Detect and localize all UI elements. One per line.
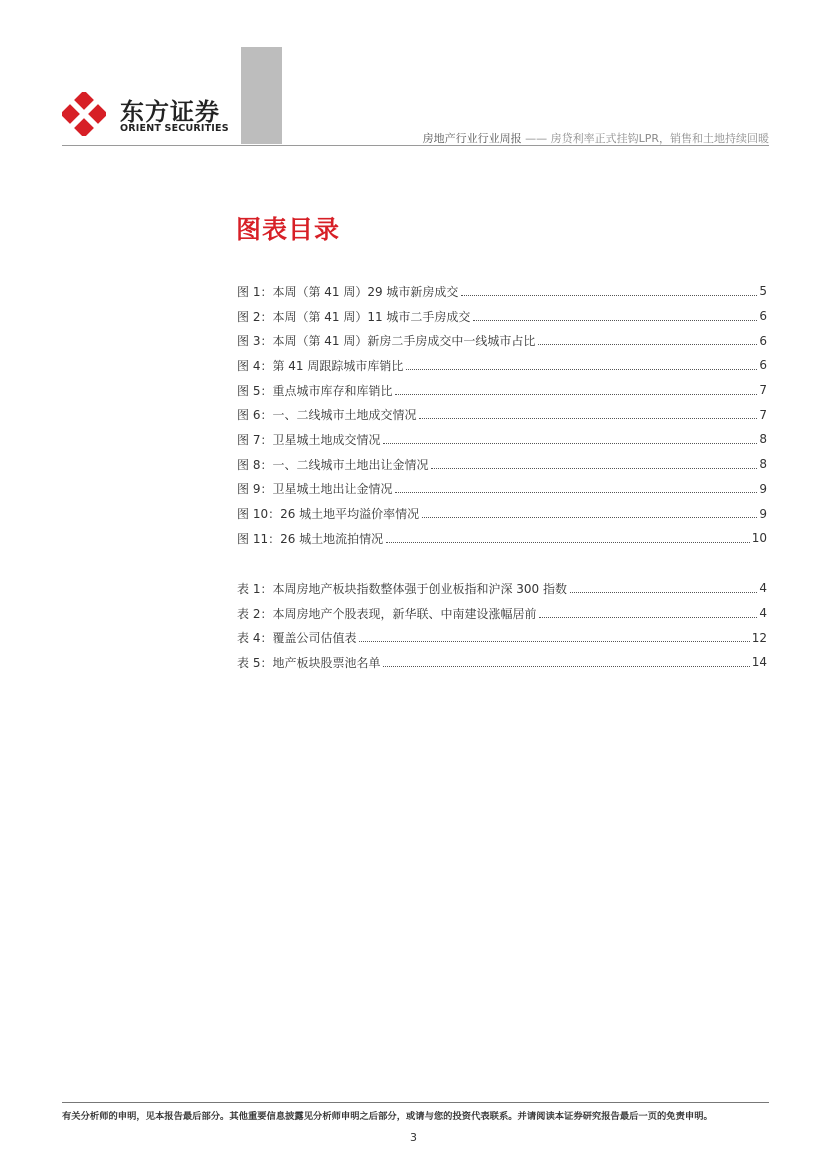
toc-entry-page: 4	[759, 581, 767, 596]
dot-leader	[419, 417, 757, 419]
toc-entry-label: 图 2：本周（第 41 周）11 城市二手房成交	[237, 309, 471, 324]
toc-entry-label: 表 4：覆盖公司估值表	[237, 631, 357, 646]
toc-figure-entry[interactable]	[237, 427, 767, 452]
dot-leader	[422, 516, 757, 518]
dot-leader	[359, 640, 749, 642]
dot-leader	[386, 541, 750, 543]
toc-entry-page: 14	[751, 655, 767, 670]
toc-entry-page: 9	[759, 506, 767, 521]
toc-entry-label: 图 10：26 城土地平均溢价率情况	[237, 507, 420, 522]
dot-leader	[570, 591, 757, 593]
toc-entry-page: 8	[759, 432, 767, 447]
toc-entry-page: 6	[759, 333, 767, 348]
toc-entry-page: 6	[759, 309, 767, 324]
toc-entry-label: 图 9：卫星城土地出让金情况	[237, 482, 393, 497]
logo-name-en: ORIENT SECURITIES	[120, 123, 229, 134]
toc-entry-page: 12	[751, 630, 767, 645]
toc-entry-page: 8	[759, 457, 767, 472]
toc-entry-page: 10	[751, 531, 767, 546]
toc-figure-entry[interactable]	[237, 526, 767, 551]
dot-leader	[431, 467, 757, 469]
table-list	[237, 576, 767, 675]
header-divider	[62, 145, 769, 146]
toc-figure-entry[interactable]	[237, 378, 767, 403]
toc-figure-entry[interactable]	[237, 328, 767, 353]
footer-disclaimer: 有关分析师的申明，见本报告最后部分。其他重要信息披露见分析师申明之后部分，或请与您的投资代表联系。并请阅读本证券研究报告最后一页的免责申明。	[62, 1111, 713, 1122]
footer-divider	[62, 1102, 769, 1103]
dot-leader	[383, 665, 749, 667]
dot-leader	[395, 393, 757, 395]
figure-list	[237, 279, 767, 551]
toc-entry-label: 图 6：一、二线城市土地成交情况	[237, 408, 417, 423]
toc-figure-entry[interactable]	[237, 279, 767, 304]
toc-figure-entry[interactable]	[237, 402, 767, 427]
logo-name-cn: 东方证券	[120, 98, 220, 126]
toc-entry-page: 7	[759, 407, 767, 422]
dot-leader	[395, 491, 757, 493]
dot-leader	[538, 343, 757, 345]
toc-entry-page: 9	[759, 481, 767, 496]
toc-entry-label: 表 5：地产板块股票池名单	[237, 655, 381, 670]
toc-entry-page: 7	[759, 383, 767, 398]
toc-entry-label: 图 8：一、二线城市土地出让金情况	[237, 457, 429, 472]
toc-entry-page: 5	[759, 284, 767, 299]
toc-table-entry[interactable]	[237, 625, 767, 650]
toc-entry-label: 图 3：本周（第 41 周）新房二手房成交中一线城市占比	[237, 334, 536, 349]
toc-entry-label: 图 5：重点城市库存和库销比	[237, 383, 393, 398]
toc-entry-label: 图 1：本周（第 41 周）29 城市新房成交	[237, 284, 459, 299]
toc-figure-entry[interactable]	[237, 353, 767, 378]
toc-entry-label: 图 4：第 41 周跟踪城市库销比	[237, 358, 404, 373]
dot-leader	[473, 319, 757, 321]
toc-figure-entry[interactable]	[237, 304, 767, 329]
toc-entry-label: 图 11：26 城土地流拍情况	[237, 531, 384, 546]
toc-entry-page: 4	[759, 606, 767, 621]
header-gray-block	[241, 47, 282, 144]
toc-figure-entry[interactable]	[237, 501, 767, 526]
toc-figure-entry[interactable]	[237, 452, 767, 477]
toc-figure-entry[interactable]	[237, 477, 767, 502]
toc-entry-label: 图 7：卫星城土地成交情况	[237, 432, 381, 447]
header-separator: ——	[525, 132, 548, 145]
page-number: 3	[410, 1131, 417, 1144]
report-type: 房地产行业行业周报	[422, 132, 522, 145]
toc-table-entry[interactable]	[237, 601, 767, 626]
toc-table-entry[interactable]	[237, 576, 767, 601]
dot-leader	[383, 442, 757, 444]
company-logo	[62, 92, 232, 140]
logo-diamond-icon	[62, 92, 106, 136]
toc-title: 图表目录	[236, 215, 341, 244]
dot-leader	[539, 616, 757, 618]
report-title: 房贷利率正式挂钩LPR，销售和土地持续回暖	[550, 132, 769, 145]
toc-entry-page: 6	[759, 358, 767, 373]
dot-leader	[406, 368, 757, 370]
toc-table-entry[interactable]	[237, 650, 767, 675]
toc-entry-label: 表 2：本周房地产个股表现，新华联、中南建设涨幅居前	[237, 606, 537, 621]
report-header	[423, 130, 769, 146]
toc-entry-label: 表 1：本周房地产板块指数整体强于创业板指和沪深 300 指数	[237, 581, 567, 596]
dot-leader	[461, 294, 757, 296]
